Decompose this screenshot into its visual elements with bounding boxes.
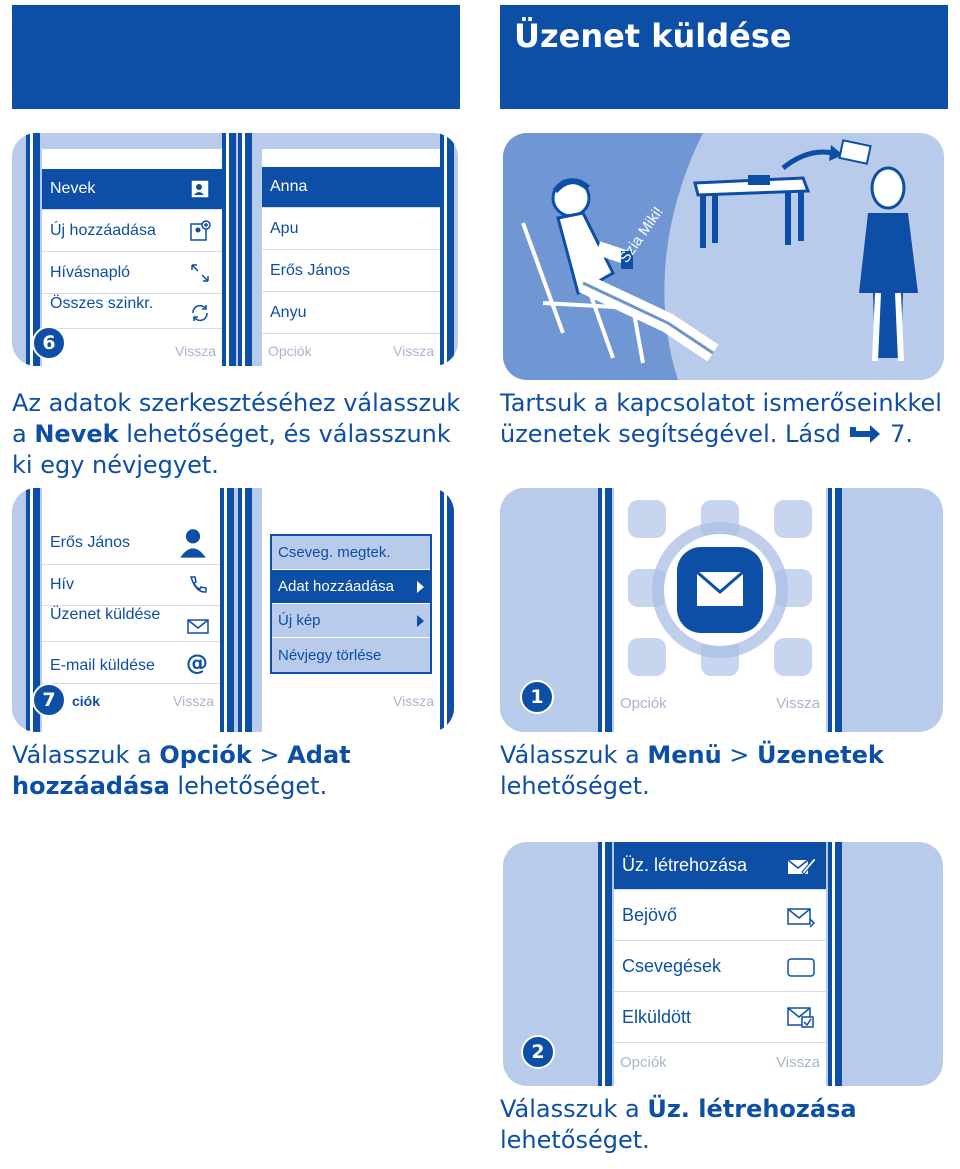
sync-icon xyxy=(188,301,212,325)
step6-screen-contacts xyxy=(262,149,440,366)
step1-panel xyxy=(500,488,943,732)
menu-item-new[interactable] xyxy=(42,211,222,252)
softkey-back[interactable]: Vissza xyxy=(776,695,820,712)
action-label: E-mail küldése xyxy=(50,656,155,674)
phone-frame-bar xyxy=(440,488,454,732)
step7-panel xyxy=(12,488,454,732)
speech-text: Szia Miki! xyxy=(616,203,667,267)
softkeys xyxy=(262,686,440,716)
step7-screen-options xyxy=(262,488,440,732)
softkey-options[interactable]: Opciók xyxy=(268,343,312,359)
contact-name: Anna xyxy=(270,178,308,195)
phone-icon xyxy=(186,573,210,597)
option-label: Új kép xyxy=(278,612,321,629)
phone-frame-bar xyxy=(220,488,234,732)
step7-caption: Válasszuk a Opciók > Adat hozzáadása lehetőséget. xyxy=(12,741,351,800)
contact-card-icon xyxy=(188,177,212,201)
softkey-options[interactable]: Opciók xyxy=(620,1054,667,1071)
softkeys xyxy=(614,688,826,718)
step2-caption: Válasszuk a Üz. létrehozása lehetőséget. xyxy=(500,1095,857,1154)
softkey-back[interactable]: Vissza xyxy=(173,693,214,709)
option-label: Névjegy törlése xyxy=(278,646,382,664)
step1-screen-home xyxy=(614,488,826,732)
menu-item-log[interactable] xyxy=(42,253,222,294)
menu-item-nevek[interactable] xyxy=(42,169,222,210)
step6-screen-menu xyxy=(42,149,222,366)
action-message[interactable] xyxy=(42,606,220,642)
softkey-options[interactable]: ciók xyxy=(72,693,101,709)
menu-item-label: Elküldött xyxy=(622,1007,692,1027)
illustration-panel xyxy=(503,133,944,380)
contact-item[interactable] xyxy=(262,293,440,334)
phone-frame-bar xyxy=(222,133,236,366)
phone-frame-bar xyxy=(598,488,612,732)
call-log-icon xyxy=(188,261,212,285)
menu-item-label: Nevek xyxy=(50,180,96,197)
softkey-back[interactable]: Vissza xyxy=(776,1054,820,1071)
action-call[interactable] xyxy=(42,565,220,606)
phone-frame-bar xyxy=(440,133,454,366)
step6-panel xyxy=(12,133,458,366)
phone-frame-bar xyxy=(238,488,252,732)
menu-item-label: Új hozzáadása xyxy=(50,222,156,239)
menu-item-create-message[interactable] xyxy=(614,842,826,890)
step2-panel xyxy=(503,842,943,1086)
step1-caption: Válasszuk a Menü > Üzenetek lehetőséget. xyxy=(500,741,884,800)
menu-item-sent[interactable] xyxy=(614,993,826,1043)
menu-item-label: Csevegések xyxy=(622,956,722,976)
submenu-arrow-icon xyxy=(417,581,424,593)
contact-name: Anyu xyxy=(270,304,307,321)
contact-item[interactable] xyxy=(262,251,440,292)
menu-item-label: Összes szinkr. xyxy=(50,295,154,312)
app-grid xyxy=(614,488,826,688)
action-label: Üzenet küldése xyxy=(50,606,161,623)
left-header-bar xyxy=(12,5,460,109)
arrow-reference-icon xyxy=(848,423,882,445)
right-header-bar xyxy=(500,5,948,109)
menu-item-label: Üz. létrehozása xyxy=(622,855,748,875)
contact-name: Erős János xyxy=(270,262,351,279)
add-contact-icon xyxy=(188,219,212,243)
option-label: Cseveg. megtek. xyxy=(278,544,391,561)
contact-header xyxy=(42,521,220,565)
softkeys xyxy=(42,686,220,716)
step-number-badge: 6 xyxy=(32,326,66,360)
contact-item[interactable] xyxy=(262,209,440,250)
action-label: Hív xyxy=(50,576,74,593)
option-chat[interactable] xyxy=(272,536,430,570)
menu-item-inbox[interactable] xyxy=(614,891,826,941)
phone-frame-bar xyxy=(238,133,252,366)
contact-item[interactable] xyxy=(262,167,440,208)
page-title: Üzenet küldése xyxy=(514,17,792,55)
person-icon xyxy=(176,525,210,559)
sent-icon xyxy=(786,1005,816,1029)
inbox-icon xyxy=(786,905,816,929)
step7-screen-contact xyxy=(42,488,220,732)
phone-frame-bar xyxy=(828,842,842,1086)
compose-icon xyxy=(786,854,816,878)
option-add-detail[interactable] xyxy=(272,570,430,604)
softkey-back[interactable]: Vissza xyxy=(175,343,216,359)
contact-name: Apu xyxy=(270,220,299,237)
options-menu xyxy=(270,534,432,674)
illustration-caption: Tartsuk a kapcsolatot ismerőseinkkel üzenetek segítségével. Lásd 7. xyxy=(500,389,942,448)
softkeys xyxy=(262,336,440,366)
softkey-options[interactable]: Opciók xyxy=(620,695,667,712)
step-number-badge: 2 xyxy=(521,1035,555,1069)
option-delete-contact[interactable] xyxy=(272,638,430,672)
step-number-badge: 1 xyxy=(520,680,554,714)
step6-caption: Az adatok szerkesztéséhez válasszuk a Nevek lehetőséget, és válasszunk ki egy névjegyet. xyxy=(12,389,461,479)
messaging-illustration xyxy=(503,133,944,380)
envelope-icon xyxy=(186,614,210,638)
menu-item-label: Hívásnapló xyxy=(50,264,131,281)
step-number-badge: 7 xyxy=(32,683,66,717)
phone-frame-bar xyxy=(828,488,842,732)
softkey-back[interactable]: Vissza xyxy=(393,343,434,359)
softkeys xyxy=(614,1046,826,1082)
softkeys xyxy=(42,336,222,366)
softkey-back[interactable]: Vissza xyxy=(393,693,434,709)
phone-frame-bar xyxy=(598,842,612,1086)
submenu-arrow-icon xyxy=(417,615,424,627)
menu-item-label: Bejövő xyxy=(622,905,678,925)
option-new-image[interactable] xyxy=(272,604,430,638)
chat-bubble-icon xyxy=(786,956,816,980)
at-sign-icon: @ xyxy=(186,651,208,676)
menu-item-sync[interactable] xyxy=(42,295,222,329)
option-label: Adat hozzáadása xyxy=(278,578,394,595)
menu-item-chats[interactable] xyxy=(614,942,826,992)
contact-name: Erős János xyxy=(50,533,131,551)
step2-screen-messaging xyxy=(614,842,826,1086)
action-email[interactable] xyxy=(42,648,220,684)
